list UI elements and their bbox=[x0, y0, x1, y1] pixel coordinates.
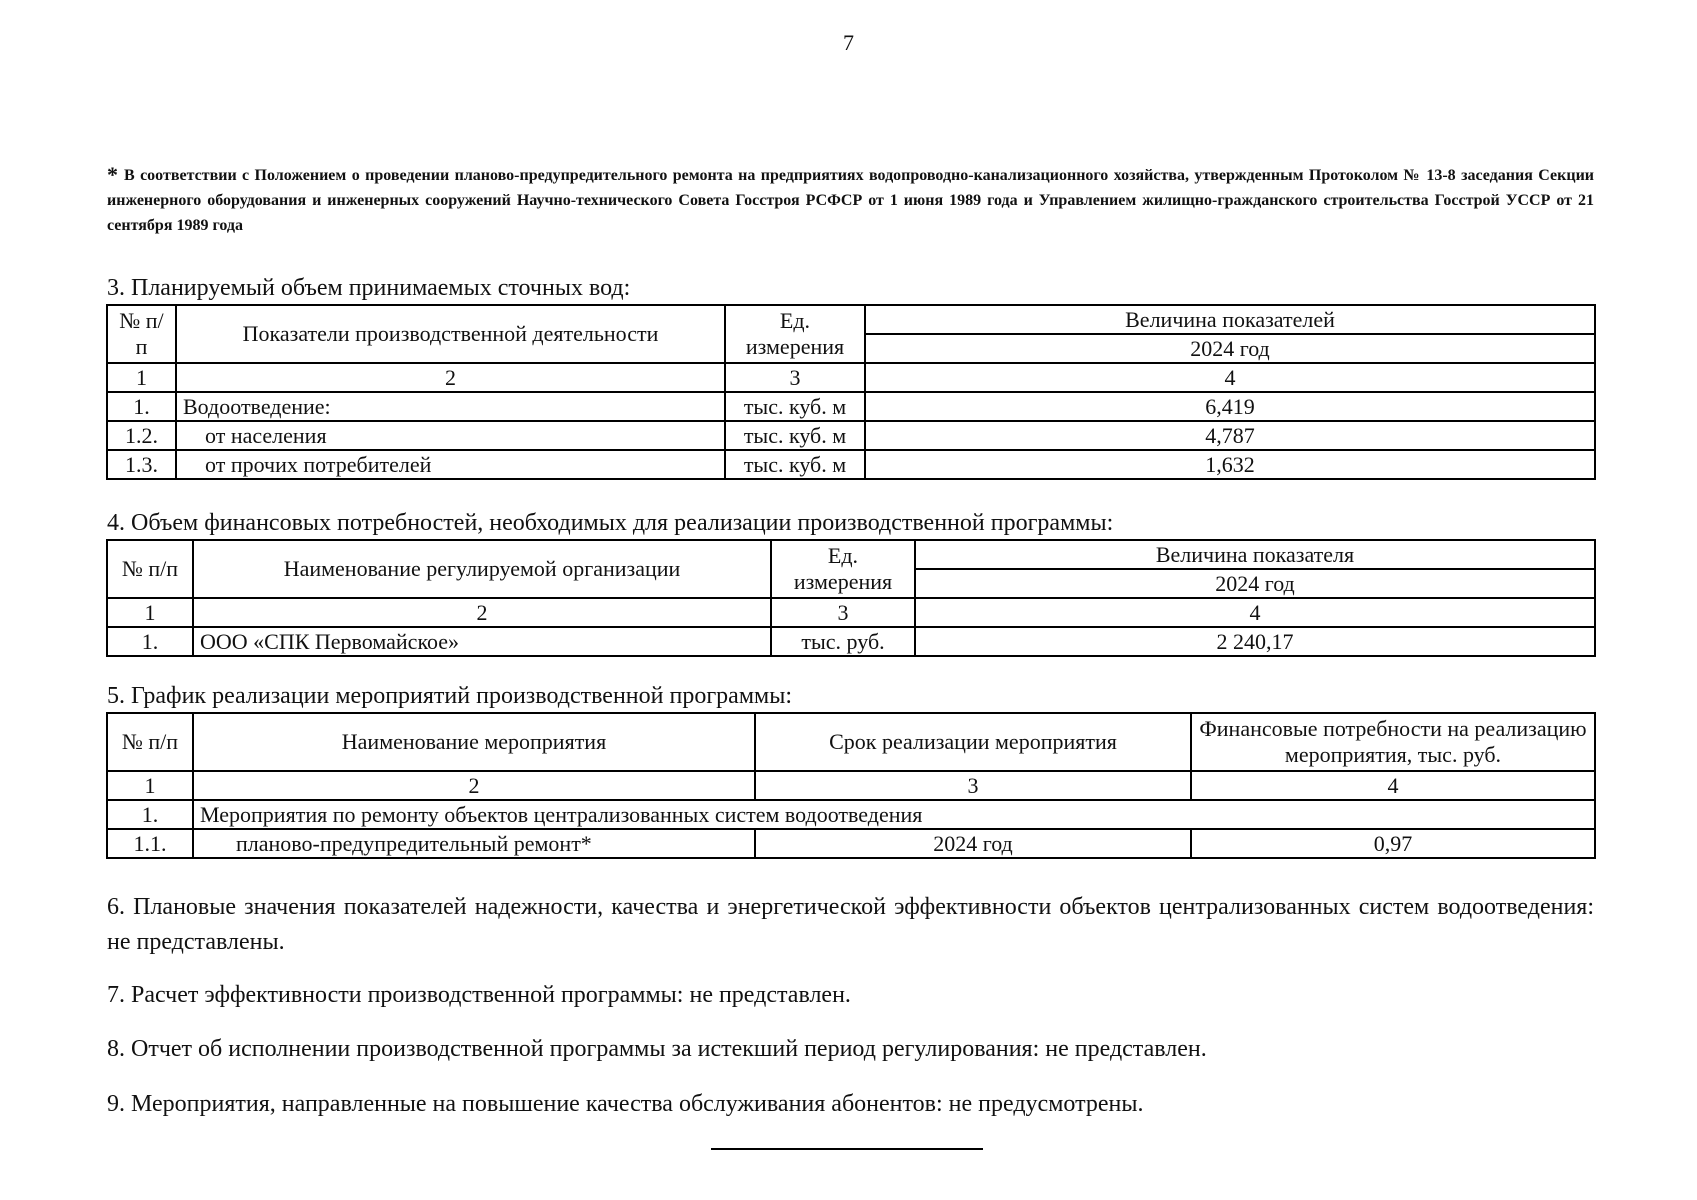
row-name: Водоотведение: bbox=[176, 392, 725, 421]
table-row bbox=[107, 627, 1595, 656]
header-year: 2024 год bbox=[865, 334, 1595, 363]
table-header-row bbox=[107, 713, 1595, 771]
wastewater-volume-table bbox=[106, 304, 1596, 480]
row-term: 2024 год bbox=[755, 829, 1191, 858]
header-org: Наименование регулируемой организации bbox=[193, 540, 771, 598]
row-num: 1.2. bbox=[107, 421, 176, 450]
col-number: 4 bbox=[865, 363, 1595, 392]
col-number: 3 bbox=[755, 771, 1191, 800]
header-value-group: Величина показателя bbox=[915, 540, 1595, 569]
header-event: Наименование мероприятия bbox=[193, 713, 755, 771]
paragraph-9: 9. Мероприятия, направленные на повышение качества обслуживания абонентов: не предусмотрены. bbox=[107, 1091, 1144, 1117]
row-value: 6,419 bbox=[865, 392, 1595, 421]
row-unit: тыс. куб. м bbox=[725, 450, 865, 479]
header-finance: Финансовые потребности на реализацию мероприятия, тыс. руб. bbox=[1191, 713, 1595, 771]
column-number-row bbox=[107, 598, 1595, 627]
financial-needs-table bbox=[106, 539, 1596, 657]
row-value: 2 240,17 bbox=[915, 627, 1595, 656]
col-number: 1 bbox=[107, 598, 193, 627]
header-unit: Ед. измерения bbox=[725, 305, 865, 363]
group-row bbox=[107, 800, 1595, 829]
footnote-text: В соответствии с Положением о проведении планово-предупредительного ремонта на предприятиях водопроводно-канализационного хозяйства, утвержденным Протоколом № 13-8 заседания Секции инженерного оборудования и инженерных сооружений Научно-технического Совета Госстроя РСФСР от 1 июня 1989 года и Управлением жилищно-гражданского строительства Госстрой УССР от 21 сентября 1989 года bbox=[107, 167, 1594, 234]
row-name: от прочих потребителей bbox=[176, 450, 725, 479]
section-4-title: 4. Объем финансовых потребностей, необходимых для реализации производственной программы: bbox=[107, 510, 1114, 536]
row-name: от населения bbox=[176, 421, 725, 450]
row-unit: тыс. куб. м bbox=[725, 421, 865, 450]
row-value: 4,787 bbox=[865, 421, 1595, 450]
header-term: Срок реализации мероприятия bbox=[755, 713, 1191, 771]
header-num: № п/п bbox=[107, 305, 176, 363]
table-header-row bbox=[107, 540, 1595, 569]
table-header-row bbox=[107, 305, 1595, 334]
row-num: 1.3. bbox=[107, 450, 176, 479]
row-num: 1. bbox=[107, 392, 176, 421]
col-number: 3 bbox=[771, 598, 915, 627]
footnote bbox=[107, 162, 1594, 238]
header-indicator: Показатели производственной деятельности bbox=[176, 305, 725, 363]
paragraph-6: 6. Плановые значения показателей надежности, качества и энергетической эффективности объектов централизованных систем водоотведения: не представлены. bbox=[107, 894, 1594, 955]
column-number-row bbox=[107, 363, 1595, 392]
schedule-table bbox=[106, 712, 1596, 859]
paragraph-8: 8. Отчет об исполнении производственной программы за истекший период регулирования: не представлен. bbox=[107, 1036, 1207, 1062]
section-5-title: 5. График реализации мероприятий производственной программы: bbox=[107, 683, 792, 709]
page-number: 7 bbox=[843, 30, 854, 55]
row-num: 1. bbox=[107, 627, 193, 656]
footnote-mark: * bbox=[107, 162, 118, 187]
closing-divider bbox=[711, 1148, 983, 1150]
table-row bbox=[107, 450, 1595, 479]
col-number: 4 bbox=[1191, 771, 1595, 800]
row-num: 1. bbox=[107, 800, 193, 829]
row-unit: тыс. куб. м bbox=[725, 392, 865, 421]
col-number: 3 bbox=[725, 363, 865, 392]
row-org: ООО «СПК Первомайское» bbox=[193, 627, 771, 656]
table-row bbox=[107, 829, 1595, 858]
col-number: 1 bbox=[107, 363, 176, 392]
row-value: 1,632 bbox=[865, 450, 1595, 479]
header-value-group: Величина показателей bbox=[865, 305, 1595, 334]
paragraph-7: 7. Расчет эффективности производственной программы: не представлен. bbox=[107, 982, 851, 1008]
col-number: 1 bbox=[107, 771, 193, 800]
table-row bbox=[107, 421, 1595, 450]
row-unit: тыс. руб. bbox=[771, 627, 915, 656]
section-3-title: 3. Планируемый объем принимаемых сточных вод: bbox=[107, 275, 631, 301]
header-num: № п/п bbox=[107, 713, 193, 771]
col-number: 4 bbox=[915, 598, 1595, 627]
col-number: 2 bbox=[193, 598, 771, 627]
table-row bbox=[107, 392, 1595, 421]
col-number: 2 bbox=[193, 771, 755, 800]
group-row-text: Мероприятия по ремонту объектов централизованных систем водоотведения bbox=[193, 800, 1595, 829]
header-num: № п/п bbox=[107, 540, 193, 598]
column-number-row bbox=[107, 771, 1595, 800]
col-number: 2 bbox=[176, 363, 725, 392]
row-event: планово-предупредительный ремонт* bbox=[193, 829, 755, 858]
row-num: 1.1. bbox=[107, 829, 193, 858]
row-finance: 0,97 bbox=[1191, 829, 1595, 858]
header-unit: Ед. измерения bbox=[771, 540, 915, 598]
header-year: 2024 год bbox=[915, 569, 1595, 598]
